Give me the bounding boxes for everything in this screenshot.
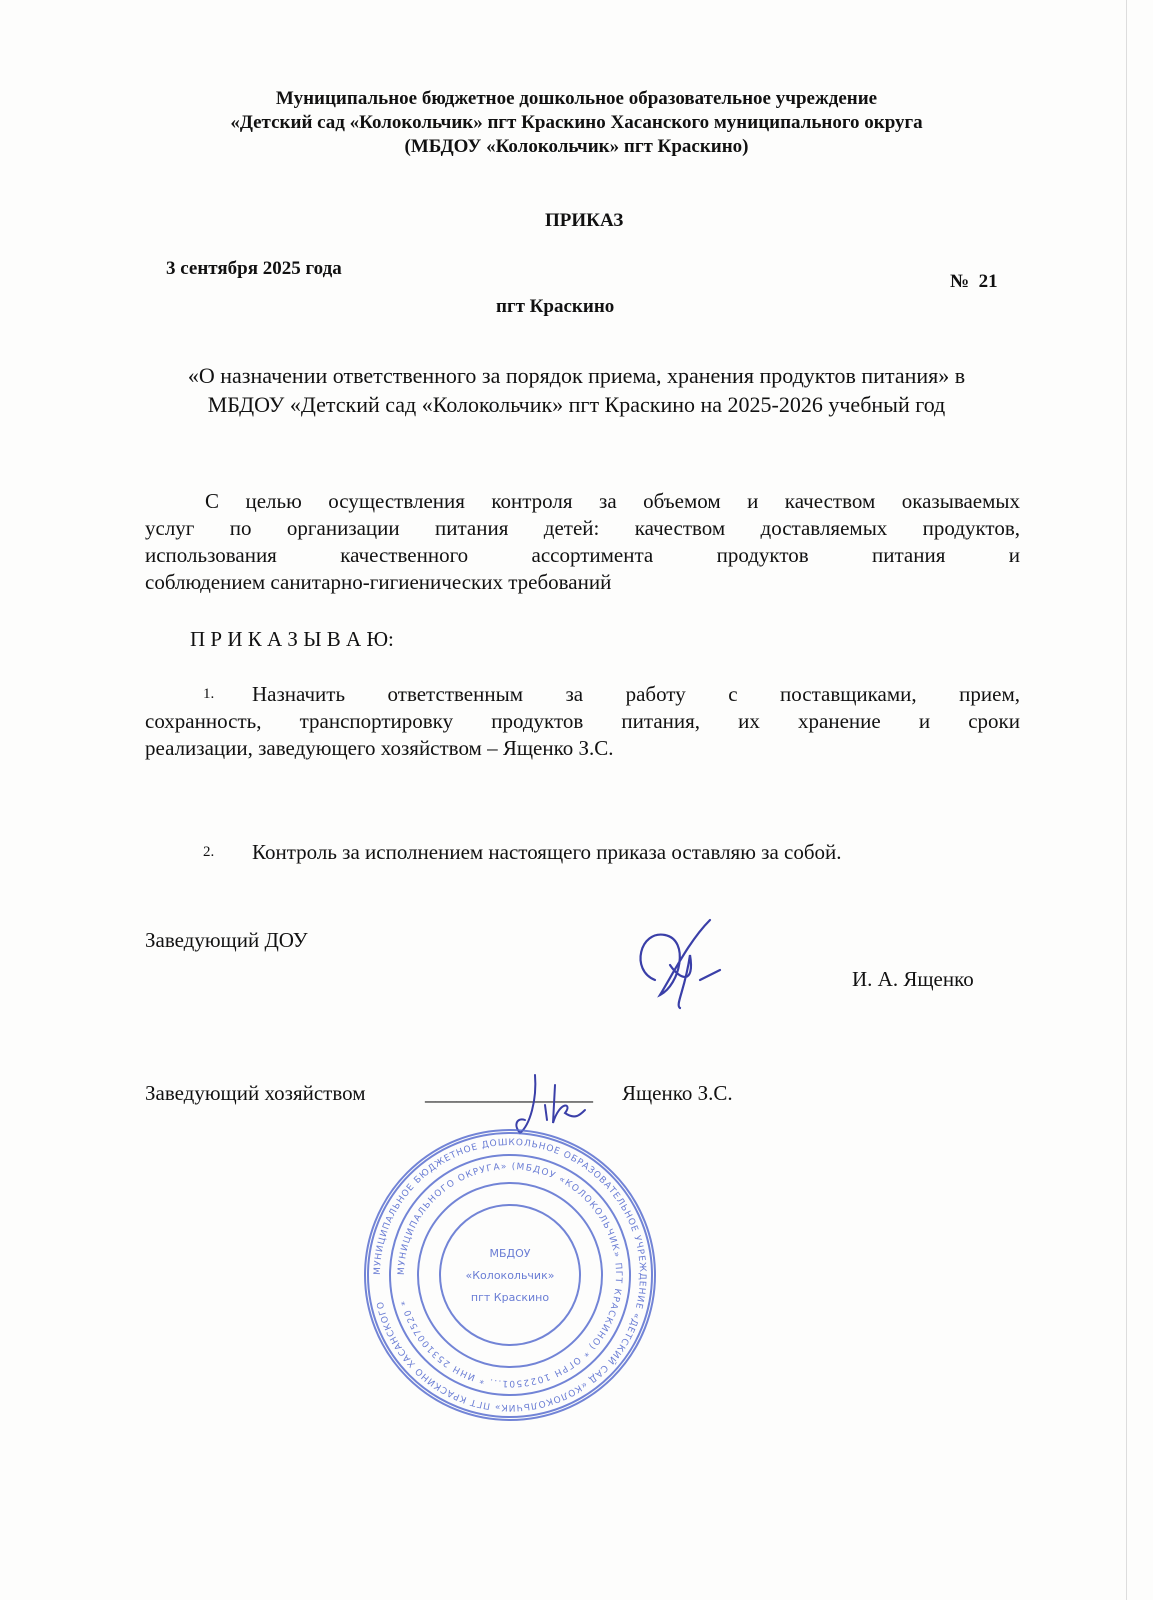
manager-signature-line: ________________	[425, 1081, 593, 1105]
doc-number: № 21	[950, 271, 998, 292]
doc-type: ПРИКАЗ	[545, 210, 624, 231]
preamble-line-3: использования качественного ассортимента продуктов питания и	[145, 543, 1020, 567]
order-word: П Р И К А З Ы В А Ю:	[190, 627, 394, 651]
title-line-1: «О назначении ответственного за порядок приема, хранения продуктов питания» в	[187, 363, 966, 388]
preamble-line-2: услуг по организации питания детей: качеством доставляемых продуктов,	[145, 516, 1020, 540]
item-1-line-3: реализации, заведующего хозяйством – Ященко З.С.	[145, 736, 614, 760]
stamp-inner-text: МУНИЦИПАЛЬНОГО ОКРУГА» (МБДОУ «КОЛОКОЛЬЧИК» ПГТ КРАСКИНО) * ОГРН 1022501... * ИНН 2531007520 *	[396, 1161, 624, 1389]
doc-place: пгт Краскино	[496, 296, 615, 317]
header-line-3: (МБДОУ «Колокольчик» пгт Краскино)	[404, 136, 749, 157]
preamble-line-4: соблюдением санитарно-гигиенических требований	[145, 570, 612, 594]
item-1-line-1: Назначить ответственным за работу с поставщиками, прием,	[252, 682, 1020, 706]
title-line-2: МБДОУ «Детский сад «Колокольчик» пгт Краскино на 2025-2026 учебный год	[207, 392, 946, 417]
item-2-line-1: Контроль за исполнением настоящего приказа оставляю за собой.	[252, 840, 842, 864]
item-2-number: 2.	[203, 844, 215, 860]
manager-title: Заведующий хозяйством	[145, 1081, 366, 1105]
stamp-center-2: «Колокольчик»	[465, 1269, 555, 1282]
item-1-line-2: сохранность, транспортировку продуктов питания, их хранение и сроки	[145, 709, 1020, 733]
head-title: Заведующий ДОУ	[145, 928, 308, 952]
stamp-center-3: пгт Краскино	[470, 1291, 550, 1304]
preamble-line-1: С целью осуществления контроля за объемом и качеством оказываемых	[205, 489, 1020, 513]
head-signature	[620, 910, 730, 1010]
manager-name: Ященко З.С.	[622, 1081, 733, 1105]
header-line-1: Муниципальное бюджетное дошкольное образовательное учреждение	[275, 88, 878, 109]
page-edge	[1126, 0, 1127, 1600]
item-1-number: 1.	[203, 686, 215, 702]
official-stamp	[360, 1125, 660, 1425]
doc-date: 3 сентября 2025 года	[166, 258, 342, 279]
stamp-center-1: МБДОУ	[489, 1247, 531, 1260]
stamp-outer-text: МУНИЦИПАЛЬНОЕ БЮДЖЕТНОЕ ДОШКОЛЬНОЕ ОБРАЗОВАТЕЛЬНОЕ УЧРЕЖДЕНИЕ «ДЕТСКИЙ САД «КОЛОКОЛЬЧИК» ПГТ КРАСКИНО ХАСАНСКОГО	[372, 1137, 648, 1413]
head-name: И. А. Ященко	[852, 967, 974, 991]
header-line-2: «Детский сад «Колокольчик» пгт Краскино Хасанского муниципального округа	[230, 112, 923, 133]
